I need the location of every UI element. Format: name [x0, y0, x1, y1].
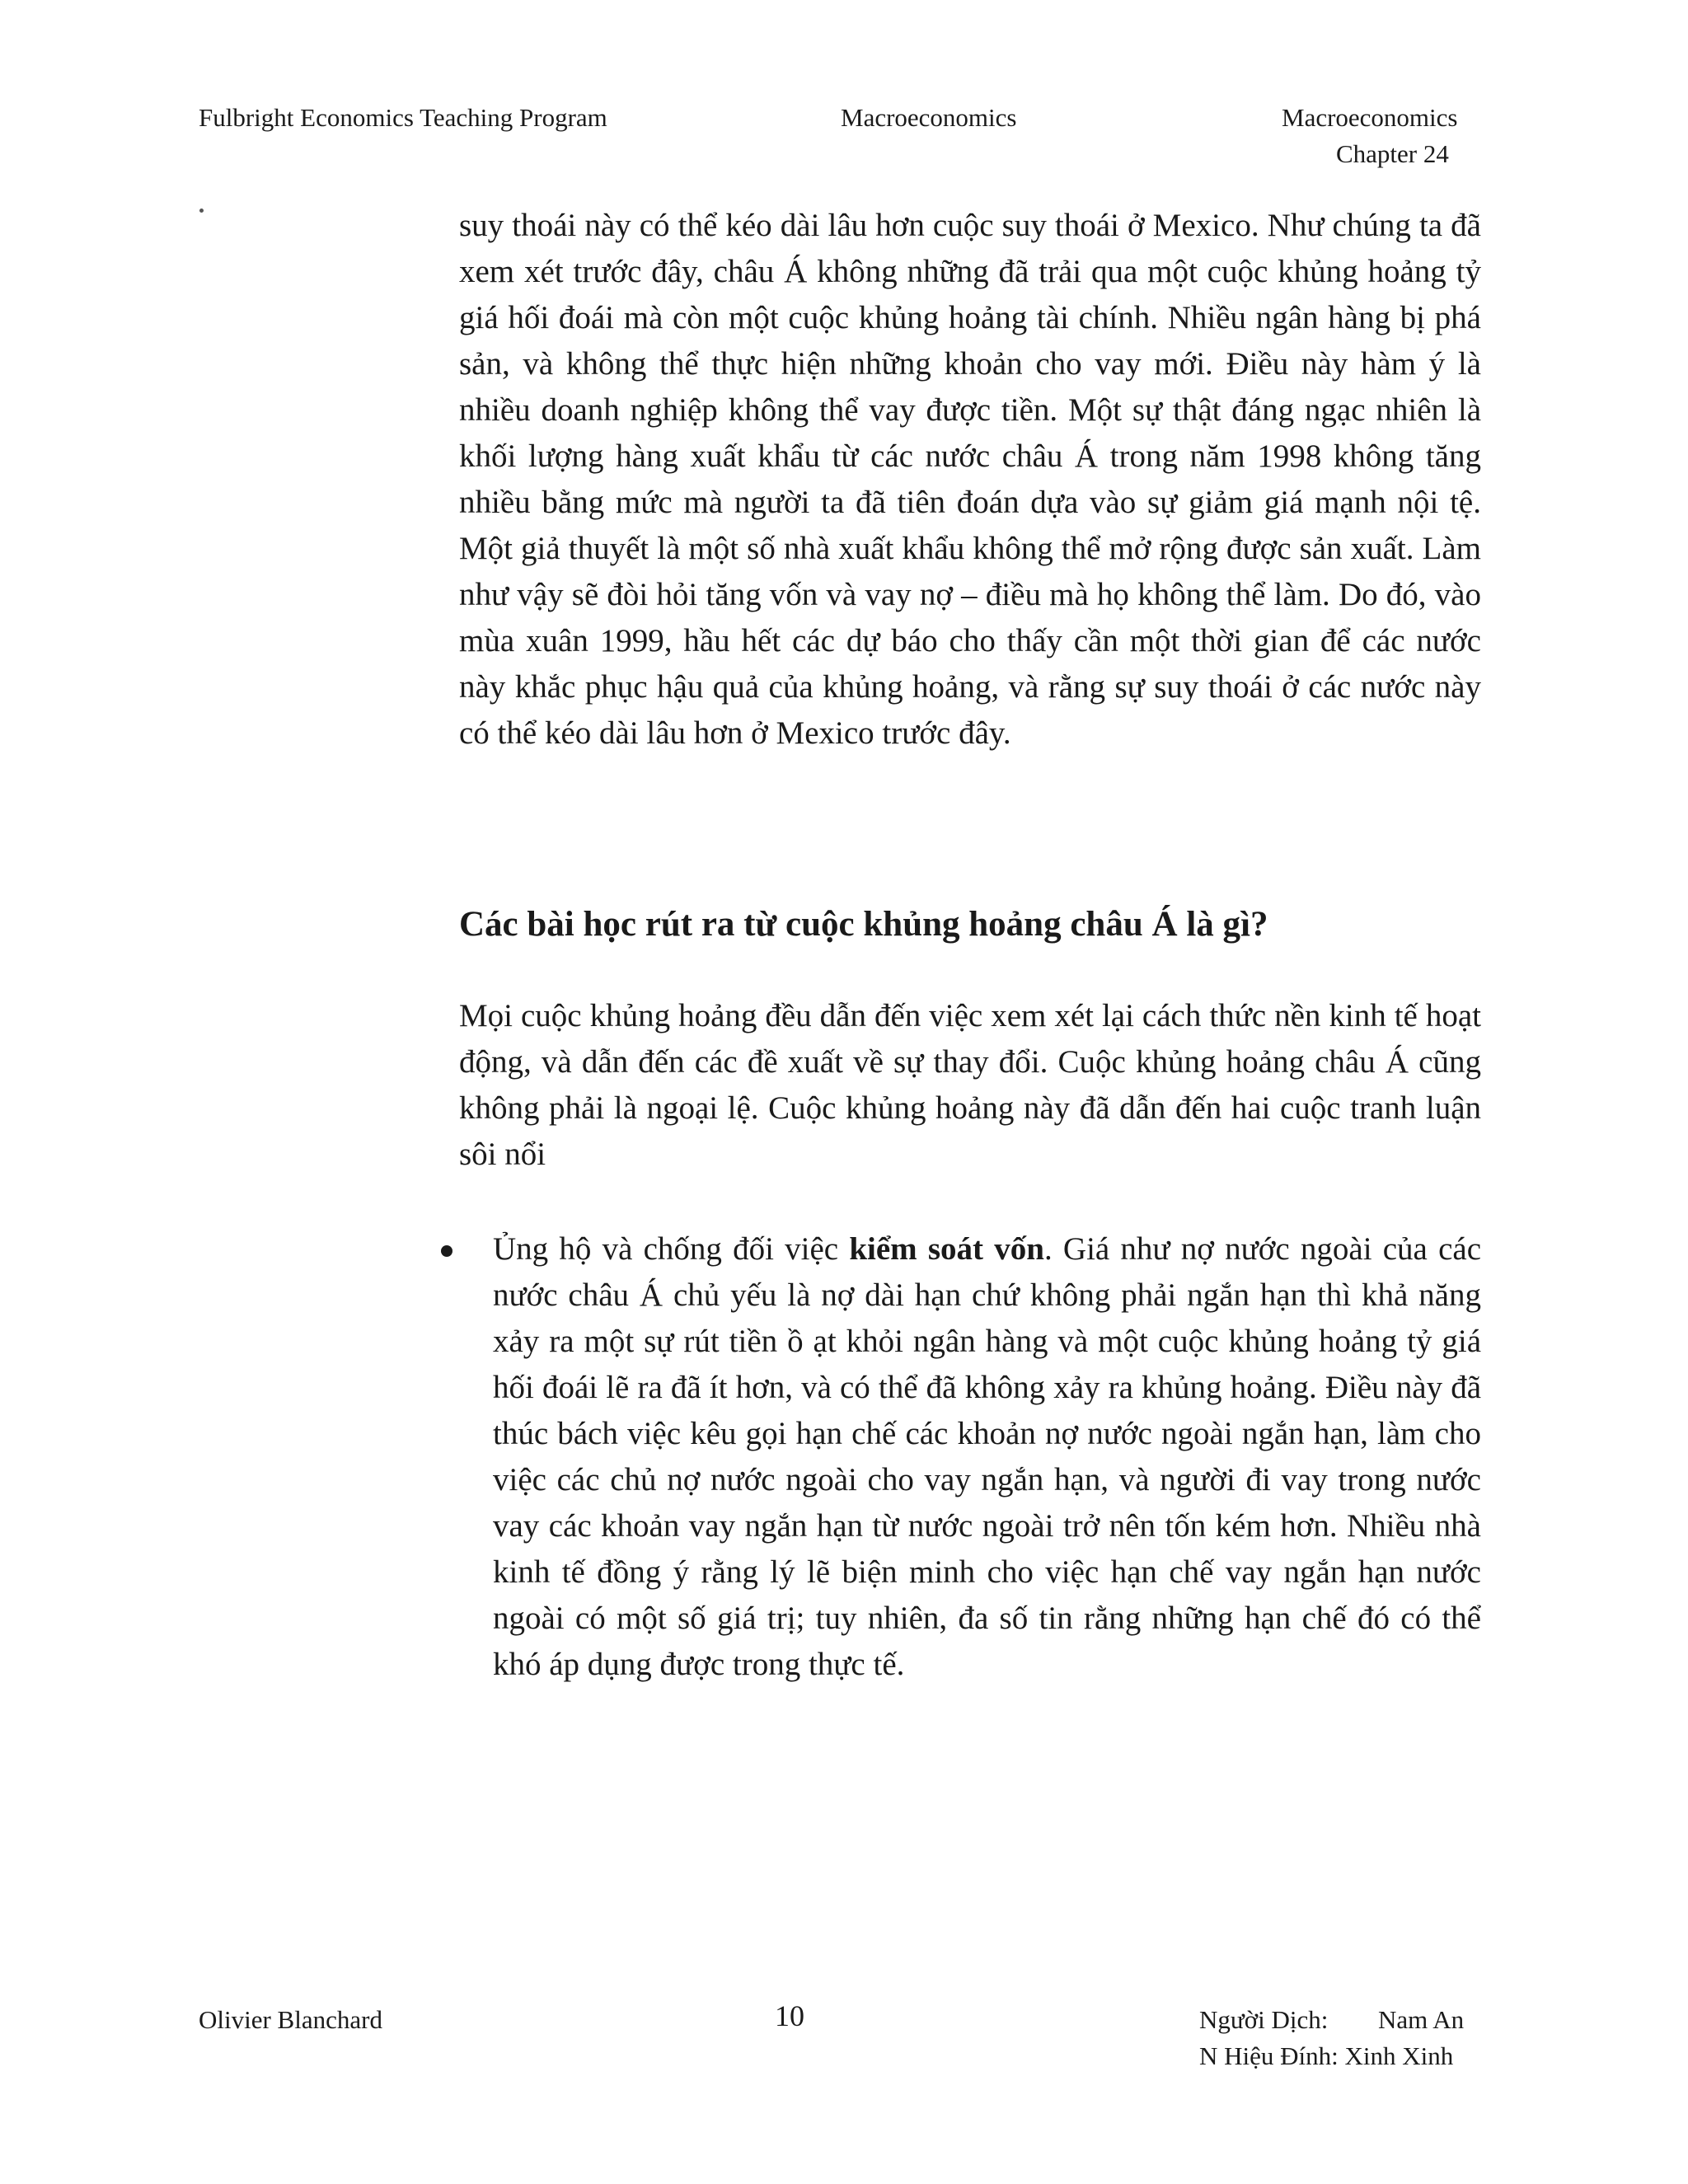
- bullet-lead-text: Ủng hộ và chống đối việc: [493, 1231, 850, 1267]
- header-course-title-right: Macroeconomics: [1282, 103, 1458, 132]
- header-program-name: Fulbright Economics Teaching Program: [199, 103, 607, 132]
- bullet-key-term: kiểm soát vốn: [849, 1231, 1044, 1267]
- footer-translator-label: Người Dịch:: [1199, 2005, 1329, 2034]
- footer-editor: N Hiệu Đính: Xinh Xinh: [1199, 2041, 1454, 2070]
- body-paragraph-1: suy thoái này có thể kéo dài lâu hơn cuộc suy thoái ở Mexico. Như chúng ta đã xem xét trước đây, châu Á không những đã trải qua một cuộc khủng hoảng tỷ giá hối đoái mà còn một cuộc khủng hoảng tài chính. Nhiều ngân hàng bị phá sản, và không thể thực hiện những khoản cho vay mới. Điều này hàm ý là nhiều doanh nghiệp không thể vay được tiền. Một sự thật đáng ngạc nhiên là khối lượng hàng xuất khẩu từ các nước châu Á trong năm 1998 không tăng nhiều bằng mức mà người ta đã tiên đoán dựa vào sự giảm giá mạnh nội tệ. Một giả thuyết là một số nhà xuất khẩu không thể mở rộng được sản xuất. Làm như vậy sẽ đòi hỏi tăng vốn và vay nợ – điều mà họ không thể làm. Do đó, vào mùa xuân 1999, hầu hết các dự báo cho thấy cần một thời gian để các nước này khắc phục hậu quả của khủng hoảng, và rằng sự suy thoái ở các nước này có thể kéo dài lâu hơn ở Mexico trước đây.: [459, 208, 1481, 751]
- bullet-icon: [441, 1245, 452, 1257]
- header-course-title: Macroeconomics: [841, 103, 1017, 132]
- header-chapter: Chapter 24: [1336, 139, 1449, 168]
- footer-translator-name: Nam An: [1378, 2005, 1465, 2034]
- footer-page-number: 10: [775, 1999, 804, 2032]
- section-heading: Các bài học rút ra từ cuộc khủng hoảng châu Á là gì?: [459, 905, 1268, 944]
- bullet-text: [493, 1226, 1481, 1688]
- footer-author: Olivier Blanchard: [199, 2005, 382, 2034]
- stray-mark: [199, 209, 204, 213]
- bullet-rest-text: . Giá như nợ nước ngoài của các nước châu Á chủ yếu là nợ dài hạn chứ không phải ngắn hạn thì khả năng xảy ra một sự rút tiền ồ ạt khỏi ngân hàng và một cuộc khủng hoảng tỷ giá hối đoái lẽ ra đã ít hơn, và có thể đã không xảy ra khủng hoảng. Điều này đã thúc bách việc kêu gọi hạn chế các khoản nợ nước ngoài ngắn hạn, làm cho việc các chủ nợ nước ngoài cho vay ngắn hạn, và người đi vay trong nước vay các khoản vay ngắn hạn từ nước ngoài trở nên tốn kém hơn. Nhiều nhà kinh tế đồng ý rằng lý lẽ biện minh cho việc hạn chế vay ngắn hạn nước ngoài có một số giá trị; tuy nhiên, đa số tin rằng những hạn chế đó có thể khó áp dụng được trong thực tế.: [493, 1231, 1482, 1682]
- body-paragraph-2: Mọi cuộc khủng hoảng đều dẫn đến việc xem xét lại cách thức nền kinh tế hoạt động, và dẫn đến các đề xuất về sự thay đổi. Cuộc khủng hoảng châu Á cũng không phải là ngoại lệ. Cuộc khủng hoảng này đã dẫn đến hai cuộc tranh luận sôi nổi: [459, 998, 1481, 1172]
